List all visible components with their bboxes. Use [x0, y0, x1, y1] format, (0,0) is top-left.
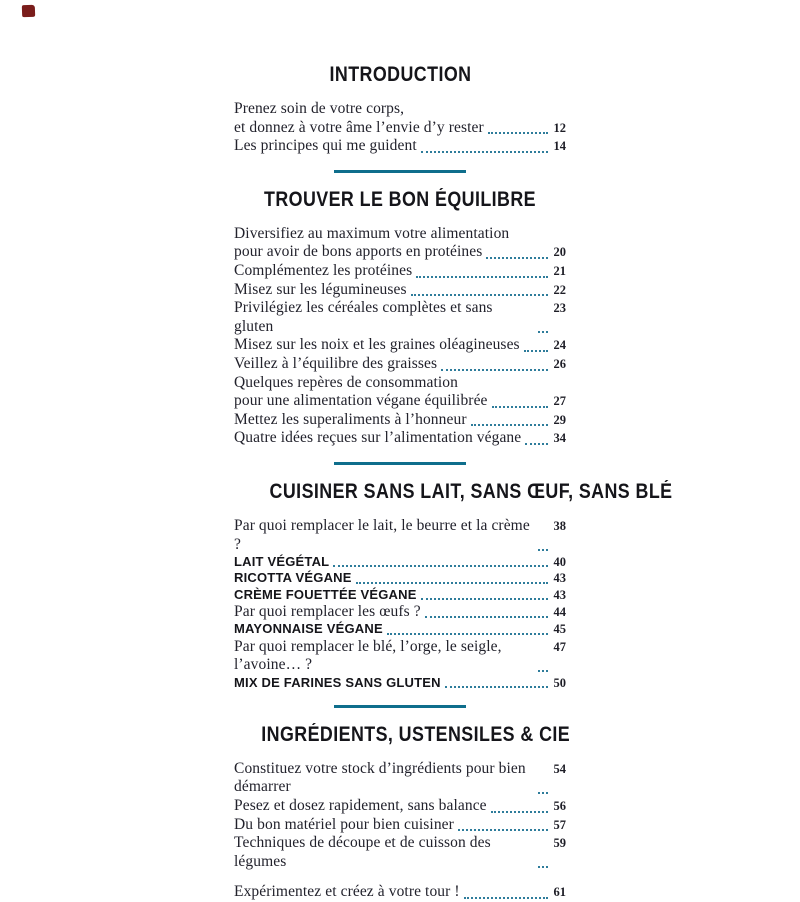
entry-label: CRÈME FOUETTÉE VÉGANE	[234, 586, 417, 602]
entry-label: LAIT VÉGÉTAL	[234, 554, 330, 570]
toc-entry-row	[234, 429, 566, 448]
toc-section	[234, 225, 566, 448]
toc-entry-row	[234, 225, 566, 244]
toc-entry-row	[234, 336, 566, 355]
entry-label: Diversifiez au maximum votre alimentation	[234, 224, 510, 242]
toc-entry	[234, 570, 566, 586]
dot-leader	[538, 792, 548, 794]
dot-leader	[421, 151, 548, 153]
entry-label: Prenez soin de votre corps,	[234, 100, 405, 117]
page-number: 56	[553, 799, 566, 814]
toc-entry-row	[234, 411, 566, 430]
entry-label: Quelques repères de consommation	[234, 373, 459, 391]
toc-entry-row	[234, 517, 566, 554]
dot-leader	[464, 897, 548, 899]
dot-leader	[488, 132, 548, 134]
entry-label: Veillez à l’équilibre des graisses	[234, 354, 438, 372]
page-number: 22	[553, 282, 566, 297]
dot-leader	[538, 549, 548, 551]
toc-entry-row	[234, 638, 566, 675]
dot-leader	[486, 257, 548, 259]
page-number: 47	[553, 639, 566, 654]
toc-entry-row	[234, 603, 566, 622]
page-number: 57	[553, 817, 566, 832]
dot-leader	[441, 369, 548, 371]
page-number: 43	[553, 571, 566, 586]
toc-entry	[234, 225, 566, 262]
page-number: 34	[553, 431, 566, 446]
dot-leader	[425, 616, 548, 618]
page-number: 24	[553, 338, 566, 353]
page-number: 54	[553, 761, 566, 776]
dot-leader	[411, 294, 548, 296]
toc-entry-row	[234, 262, 566, 281]
toc-entry	[234, 760, 566, 797]
entry-label: et donnez à votre âme l’envie d’y rester	[234, 118, 484, 136]
toc-entry-row	[234, 621, 566, 637]
toc-entry	[234, 262, 566, 281]
toc-entry	[234, 374, 566, 411]
section-title-text: CUISINER SANS LAIT, SANS ŒUF, SANS BLÉ	[269, 479, 673, 503]
dot-leader	[538, 866, 548, 868]
toc-entry	[234, 834, 566, 871]
dot-leader	[492, 406, 548, 408]
toc-entry-row	[234, 374, 566, 393]
toc-entry	[234, 883, 566, 902]
toc-entry	[234, 675, 566, 691]
dot-leader	[538, 670, 548, 672]
toc-entry	[234, 621, 566, 637]
toc-entry	[234, 587, 566, 603]
toc-entry-row	[234, 392, 566, 411]
dot-leader	[421, 598, 548, 600]
toc-section	[234, 760, 566, 902]
page-number: 21	[553, 263, 566, 278]
toc-entry	[234, 299, 566, 336]
toc-section	[234, 517, 566, 691]
toc-entry-row	[234, 281, 566, 300]
page-number: 44	[553, 604, 566, 619]
entry-label: Expérimentez et créez à votre tour !	[234, 883, 460, 901]
entry-label: pour avoir de bons apports en protéines	[234, 243, 483, 261]
entry-label: pour une alimentation végane équilibrée	[234, 392, 488, 410]
toc-entry-row	[234, 760, 566, 797]
entry-label: Privilégiez les céréales complètes et sans gluten	[234, 299, 493, 335]
entry-label: Pesez et dosez rapidement, sans balance	[234, 797, 487, 815]
toc-entry	[234, 100, 566, 137]
toc-entry	[234, 429, 566, 448]
toc-entry-row	[234, 554, 566, 570]
toc-section	[234, 100, 566, 156]
entry-label: MAYONNAISE VÉGANE	[234, 621, 383, 637]
dot-leader	[538, 331, 548, 333]
entry-label: Par quoi remplacer le blé, l’orge, le seigle, l’avoine… ?	[234, 637, 502, 674]
toc-entry-row	[234, 816, 566, 835]
toc-page	[234, 0, 673, 902]
section-title	[234, 62, 566, 87]
toc-entry	[234, 638, 566, 675]
section-title	[234, 187, 566, 212]
page-number: 38	[553, 518, 566, 533]
dot-leader	[524, 350, 548, 352]
entry-label: Par quoi remplacer le lait, le beurre et la crème ?	[234, 516, 530, 553]
entry-label: Techniques de découpe et de cuisson des légumes	[234, 834, 491, 870]
toc-entry-row	[234, 570, 566, 586]
toc-sections-container	[234, 62, 673, 902]
dot-leader	[445, 686, 548, 688]
toc-entry-row	[234, 883, 566, 902]
entry-label: Les principes qui me guident	[234, 137, 417, 155]
red-corner-mark	[22, 5, 35, 17]
toc-entry	[234, 355, 566, 374]
dot-leader	[471, 424, 548, 426]
page-number: 29	[553, 412, 566, 427]
page-number: 45	[553, 622, 566, 637]
section-divider	[334, 705, 466, 708]
toc-entry-row	[234, 587, 566, 603]
entry-label: Du bon matériel pour bien cuisiner	[234, 815, 454, 833]
entry-label: RICOTTA VÉGANE	[234, 570, 352, 586]
entry-label: Constituez votre stock d’ingrédients pour bien démarrer	[234, 759, 526, 796]
dot-leader	[416, 276, 548, 278]
page-number: 40	[553, 555, 566, 570]
page-number: 59	[553, 836, 566, 851]
entry-label: Mettez les superaliments à l’honneur	[234, 410, 467, 428]
toc-entry	[234, 517, 566, 554]
page-number: 61	[553, 885, 566, 900]
toc-entry-row	[234, 137, 566, 156]
dot-leader	[491, 811, 548, 813]
toc-entry	[234, 336, 566, 355]
toc-entry-row	[234, 243, 566, 262]
entry-label: Complémentez les protéines	[234, 261, 413, 279]
toc-entry-row	[234, 675, 566, 691]
page-number: 43	[553, 587, 566, 602]
page-number: 50	[553, 675, 566, 690]
toc-entry-row	[234, 834, 566, 871]
section-title	[234, 722, 571, 747]
toc-entry	[234, 281, 566, 300]
page-number: 12	[553, 120, 566, 135]
entry-label: Quatre idées reçues sur l’alimentation végane	[234, 429, 522, 447]
dot-leader	[333, 565, 548, 567]
toc-entry-row	[234, 355, 566, 374]
section-divider	[334, 170, 466, 173]
section-title-text: INGRÉDIENTS, USTENSILES & CIE	[261, 722, 571, 746]
toc-entry-row	[234, 299, 566, 336]
dot-leader	[458, 829, 548, 831]
section-title-text: INTRODUCTION	[329, 63, 471, 86]
entry-label: MIX DE FARINES SANS GLUTEN	[234, 674, 441, 690]
toc-entry	[234, 816, 566, 835]
dot-leader	[525, 443, 548, 445]
toc-entry	[234, 137, 566, 156]
toc-entry-row	[234, 100, 566, 119]
dot-leader	[387, 633, 548, 635]
page-number: 26	[553, 356, 566, 371]
page-number: 20	[553, 245, 566, 260]
page-number: 27	[553, 394, 566, 409]
entry-label: Par quoi remplacer les œufs ?	[234, 602, 421, 620]
entry-label: Misez sur les noix et les graines oléagineuses	[234, 336, 520, 354]
page-number: 23	[553, 301, 566, 316]
page-number: 14	[553, 139, 566, 154]
entry-label: Misez sur les légumineuses	[234, 280, 407, 298]
toc-entry-row	[234, 119, 566, 138]
toc-entry	[234, 411, 566, 430]
toc-entry	[234, 603, 566, 622]
section-title-text: TROUVER LE BON ÉQUILIBRE	[263, 187, 537, 211]
toc-entry	[234, 554, 566, 570]
section-title	[234, 479, 673, 504]
dot-leader	[356, 582, 548, 584]
section-divider	[334, 462, 466, 465]
